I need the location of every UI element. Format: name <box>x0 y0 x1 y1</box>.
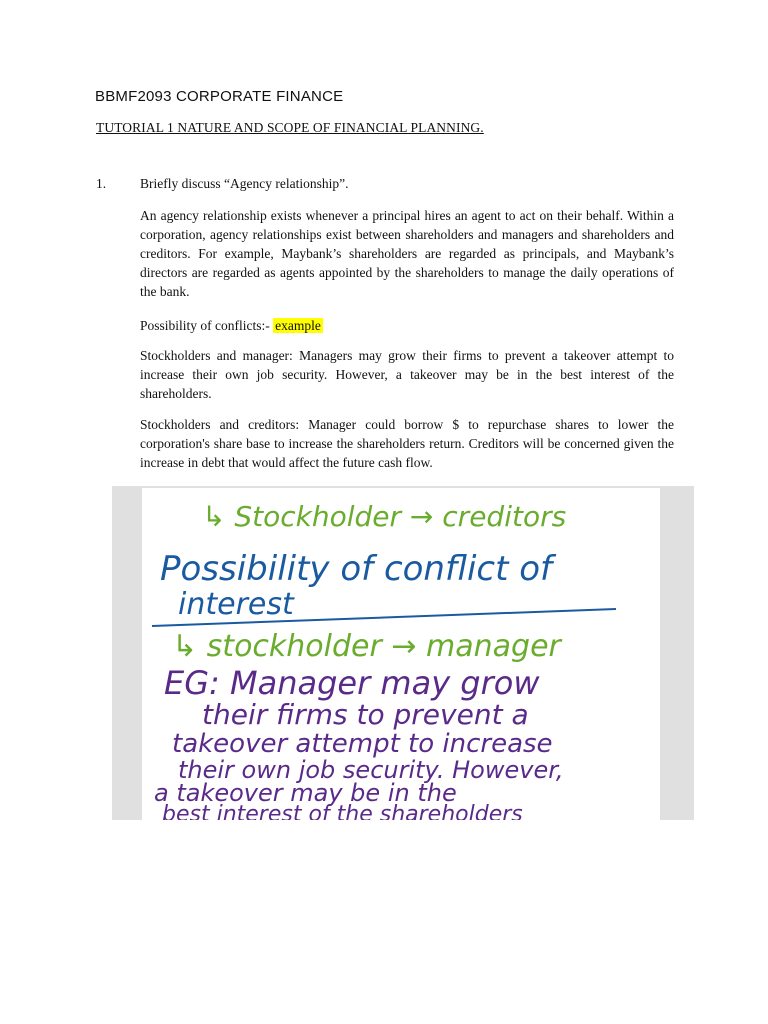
conflicts-label: Possibility of conflicts:- <box>140 318 274 333</box>
paragraph-stockholders-creditors: Stockholders and creditors: Manager could borrow $ to repurchase shares to lower the corporation's share base to increase the shareholders return. Creditors will be concerned given the increase in debt that would affect the future cash flow. <box>140 417 674 470</box>
course-title: BBMF2093 CORPORATE FINANCE <box>95 88 344 105</box>
question-text: Briefly discuss “Agency relationship”. <box>140 176 349 191</box>
paragraph-conflicts-heading <box>140 316 674 335</box>
question-number: 1. <box>96 176 107 191</box>
handwritten-line-4: ↳ stockholder → manager <box>172 629 561 664</box>
tutorial-title: TUTORIAL 1 NATURE AND SCOPE OF FINANCIAL PLANNING. <box>96 120 484 135</box>
highlighted-example: example <box>275 318 321 333</box>
handwritten-line-5: EG: Manager may grow <box>164 664 540 702</box>
paragraph-stockholders-manager: Stockholders and manager: Managers may grow their firms to prevent a takeover attempt to increase their own job security. However, a takeover may be in the best interest of the shareholders. <box>140 348 674 401</box>
paragraph-agency-definition: An agency relationship exists whenever a principal hires an agent to act on their behalf. Within a corporation, agency relationships exist between shareholders and managers and shareholders and creditors. For example, Maybank’s shareholders are regarded as principals, and Maybank’s directors are regarded as agents appointed by the shareholders to manage the daily operations of the bank. <box>140 208 674 299</box>
handwritten-line-1: ↳ Stockholder → creditors <box>202 500 567 533</box>
handwritten-line-9: a takeover may be in the <box>154 779 457 807</box>
handwritten-line-10: best interest of the shareholders <box>162 802 523 820</box>
handwritten-notes-svg <box>142 488 660 820</box>
handwritten-line-8: their own job security. However, <box>178 756 564 784</box>
handwritten-notes-canvas <box>142 488 660 820</box>
handwritten-line-6: their firms to prevent a <box>202 698 529 731</box>
handwritten-notes-image <box>112 486 694 820</box>
handwritten-line-7: takeover attempt to increase <box>172 729 553 759</box>
handwritten-line-2: Possibility of conflict of <box>160 549 552 589</box>
handwritten-line-3: interest <box>178 587 294 622</box>
